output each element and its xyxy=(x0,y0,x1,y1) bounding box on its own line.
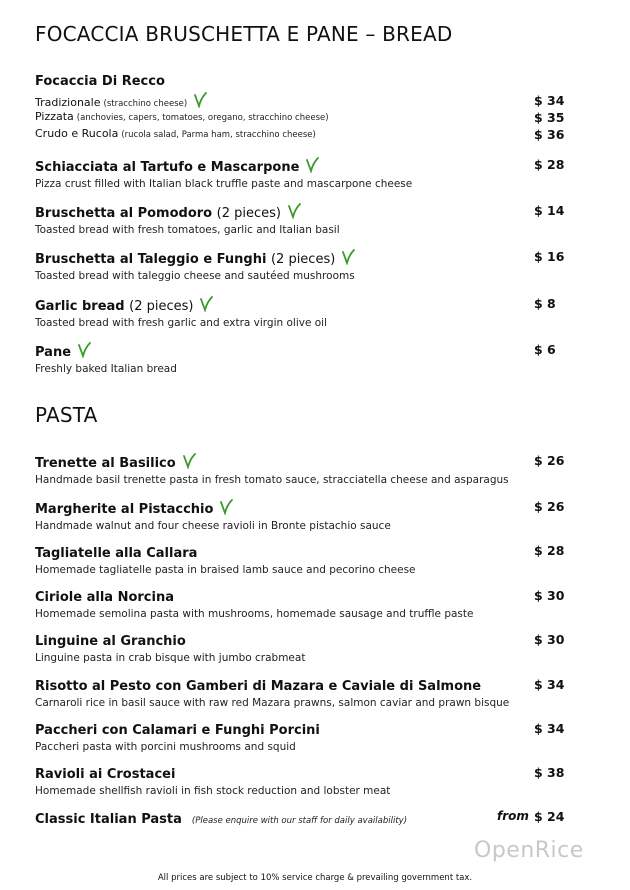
dish-description: Toasted bread with taleggio cheese and sautéed mushrooms xyxy=(35,270,355,282)
dish-price: $ 28 xyxy=(534,543,565,558)
dish-description: Homemade shellfish ravioli in fish stock reduction and lobster meat xyxy=(35,785,391,797)
dish-description: Pizza crust filled with Italian black truffle paste and mascarpone cheese xyxy=(35,178,413,190)
menu-item-tagliatelle xyxy=(35,542,560,576)
sub-item-crudo-e-rucola xyxy=(35,127,316,140)
dish-description: Carnaroli rice in basil sauce with raw red Mazara prawns, salmon caviar and prawn bisque xyxy=(35,697,510,709)
menu-item-ravioli xyxy=(35,763,560,797)
menu-item-trenette xyxy=(35,452,560,486)
dish-price: $ 30 xyxy=(534,632,565,647)
vegetarian-leaf-icon xyxy=(287,203,301,219)
dish-description: Handmade walnut and four cheese ravioli in Bronte pistachio sauce xyxy=(35,520,391,532)
menu-item-bruschetta-taleggio xyxy=(35,248,560,282)
vegetarian-leaf-icon xyxy=(77,342,91,358)
dish-price: $ 30 xyxy=(534,588,565,603)
menu-item-risotto xyxy=(35,675,560,709)
dish-name: Focaccia Di Recco xyxy=(35,74,165,89)
dish-price: $ 14 xyxy=(534,203,565,218)
vegetarian-leaf-icon xyxy=(199,296,213,312)
dish-price: $ 28 xyxy=(534,157,565,172)
sub-item-name: Tradizionale xyxy=(35,96,101,109)
dish-name: Ciriole alla Norcina xyxy=(35,590,174,605)
sub-item-price: $ 36 xyxy=(534,127,565,142)
dish-price: $ 34 xyxy=(534,721,565,736)
menu-item-garlic-bread xyxy=(35,295,560,329)
dish-description: Toasted bread with fresh tomatoes, garlic and Italian basil xyxy=(35,224,340,236)
dish-description: Homemade semolina pasta with mushrooms, homemade sausage and truffle paste xyxy=(35,608,474,620)
dish-description: Linguine pasta in crab bisque with jumbo crabmeat xyxy=(35,652,306,664)
vegetarian-leaf-icon xyxy=(219,499,233,515)
vegetarian-leaf-icon xyxy=(193,92,207,108)
dish-description: Homemade tagliatelle pasta in braised lamb sauce and pecorino cheese xyxy=(35,564,416,576)
dish-price: $ 24 xyxy=(534,809,565,824)
dish-price: $ 26 xyxy=(534,453,565,468)
dish-name: Schiacciata al Tartufo e Mascarpone xyxy=(35,160,300,175)
openrice-watermark: OpenRice xyxy=(474,838,584,863)
dish-name: Pane xyxy=(35,345,72,360)
vegetarian-leaf-icon xyxy=(341,249,355,265)
sub-item-name: Crudo e Rucola xyxy=(35,127,119,140)
vegetarian-leaf-icon xyxy=(182,453,196,469)
dish-name: Linguine al Granchio xyxy=(35,634,186,649)
dish-name: Garlic bread (2 pieces) xyxy=(35,299,194,314)
dish-description: Freshly baked Italian bread xyxy=(35,363,177,375)
dish-description: Handmade basil trenette pasta in fresh tomato sauce, stracciatella cheese and asparagus xyxy=(35,474,509,486)
dish-price: $ 34 xyxy=(534,677,565,692)
sub-item-name: Pizzata xyxy=(35,110,74,123)
dish-price: $ 16 xyxy=(534,249,565,264)
dish-name: Paccheri con Calamari e Funghi Porcini xyxy=(35,723,320,738)
section-title-bread: FOCACCIA BRUSCHETTA E PANE – BREAD xyxy=(35,22,453,46)
dish-description: Toasted bread with fresh garlic and extra virgin olive oil xyxy=(35,317,328,329)
dish-name: Tagliatelle alla Callara xyxy=(35,546,198,561)
sub-item-note: (anchovies, capers, tomatoes, oregano, stracchino cheese) xyxy=(76,113,329,123)
dish-name: Classic Italian Pasta xyxy=(35,812,182,827)
vegetarian-leaf-icon xyxy=(305,157,319,173)
menu-item-pane xyxy=(35,341,560,375)
sub-item-price: $ 34 xyxy=(534,93,565,108)
dish-description: Paccheri pasta with porcini mushrooms and squid xyxy=(35,741,296,753)
price-from-label: from xyxy=(497,809,529,823)
dish-name: Trenette al Basilico xyxy=(35,456,176,471)
dish-name: Margherite al Pistacchio xyxy=(35,502,214,517)
sub-item-note: (stracchino cheese) xyxy=(103,99,188,109)
dish-price: $ 8 xyxy=(534,296,556,311)
availability-note: (Please enquire with our staff for daily availability) xyxy=(191,816,408,826)
menu-item-paccheri xyxy=(35,719,560,753)
footer-note: All prices are subject to 10% service charge & prevailing government tax. xyxy=(157,873,473,883)
dish-name: Risotto al Pesto con Gamberi di Mazara e Caviale di Salmone xyxy=(35,679,482,694)
menu-item-ciriole xyxy=(35,586,560,620)
dish-price: $ 26 xyxy=(534,499,565,514)
dish-pieces: (2 pieces) xyxy=(216,206,281,221)
menu-item-margherite xyxy=(35,498,560,532)
menu-item-linguine xyxy=(35,630,560,664)
dish-pieces: (2 pieces) xyxy=(129,299,194,314)
sub-item-tradizionale xyxy=(35,92,207,109)
menu-item-bruschetta-pomodoro xyxy=(35,202,560,236)
dish-pieces: (2 pieces) xyxy=(270,252,336,267)
dish-price: $ 6 xyxy=(534,342,556,357)
dish-name: Ravioli ai Crostacei xyxy=(35,767,176,782)
dish-price: $ 38 xyxy=(534,765,565,780)
dish-name: Bruschetta al Taleggio e Funghi (2 pieces) xyxy=(35,252,336,267)
sub-item-pizzata xyxy=(35,110,329,123)
sub-item-price: $ 35 xyxy=(534,110,565,125)
menu-item-classic-pasta xyxy=(35,808,560,827)
menu-group-focaccia xyxy=(35,70,560,89)
dish-name: Bruschetta al Pomodoro (2 pieces) xyxy=(35,206,281,221)
sub-item-note: (rucola salad, Parma ham, stracchino cheese) xyxy=(121,130,316,140)
section-title-pasta: PASTA xyxy=(35,403,98,427)
menu-item-schiacciata xyxy=(35,156,560,190)
